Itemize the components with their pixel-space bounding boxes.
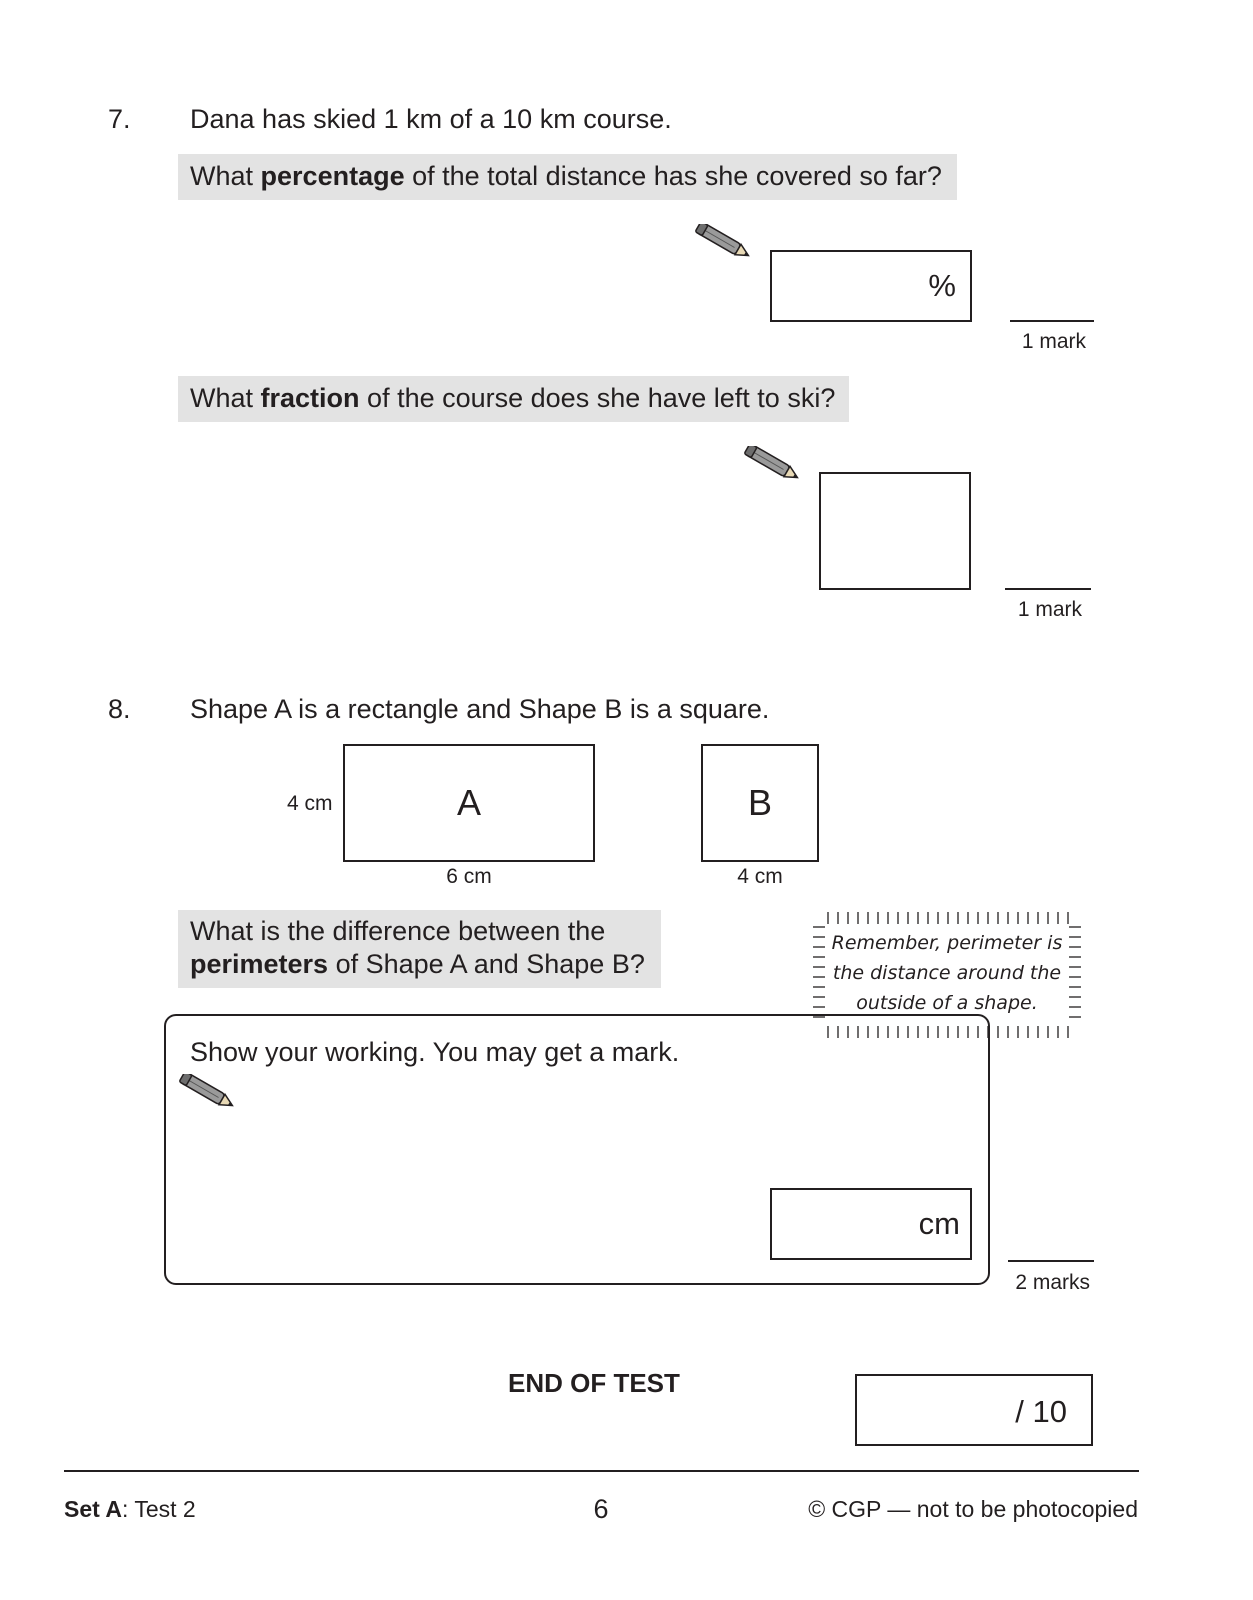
score-total: / 10 bbox=[1015, 1394, 1067, 1429]
pencil-icon bbox=[176, 1074, 242, 1110]
tip-line: Remember, perimeter is bbox=[831, 932, 1063, 954]
marks-label-7b: 1 mark bbox=[1017, 598, 1082, 621]
tip-line: outside of a shape. bbox=[856, 992, 1038, 1014]
shape-b-square bbox=[701, 744, 819, 862]
prompt-text: What bbox=[190, 161, 261, 191]
footer-set-label bbox=[64, 1496, 196, 1523]
shape-a-label: A bbox=[456, 782, 481, 823]
pencil-icon bbox=[692, 224, 758, 260]
shape-a-width-label: 6 cm bbox=[446, 865, 492, 888]
prompt-keyword: fraction bbox=[260, 383, 360, 413]
pencil-icon bbox=[741, 446, 807, 482]
prompt-keyword: percentage bbox=[260, 161, 405, 191]
prompt-keyword: perimeters bbox=[190, 949, 329, 979]
shape-a-height-label: 4 cm bbox=[287, 792, 333, 815]
question-7-intro: Dana has skied 1 km of a 10 km course. bbox=[190, 104, 672, 134]
copyright-notice: © CGP — not to be photocopied bbox=[808, 1496, 1138, 1522]
percent-unit: % bbox=[928, 268, 956, 303]
footer-set-rest: : Test 2 bbox=[121, 1496, 196, 1522]
shape-b-width-label: 4 cm bbox=[737, 865, 783, 888]
question-7b-prompt bbox=[178, 376, 849, 422]
prompt-text: of the course does she have left to ski? bbox=[359, 383, 836, 413]
shape-b-label: B bbox=[747, 782, 772, 823]
mark-line bbox=[1010, 320, 1094, 322]
mark-line bbox=[1008, 1260, 1094, 1262]
tip-text bbox=[828, 928, 1066, 1018]
end-of-test: END OF TEST bbox=[508, 1368, 680, 1398]
shape-a-rectangle bbox=[343, 744, 595, 862]
marks-label-7a: 1 mark bbox=[1021, 330, 1086, 353]
prompt-text: What bbox=[190, 383, 261, 413]
cm-unit: cm bbox=[918, 1206, 960, 1241]
question-8-intro: Shape A is a rectangle and Shape B is a square. bbox=[190, 694, 770, 724]
question-8-number: 8. bbox=[108, 694, 131, 724]
working-instruction: Show your working. You may get a mark. bbox=[190, 1037, 680, 1067]
footer-divider bbox=[64, 1470, 1139, 1472]
tip-line: the distance around the bbox=[832, 962, 1062, 984]
footer-set-bold: Set A bbox=[64, 1496, 122, 1522]
question-7-number: 7. bbox=[108, 104, 131, 134]
question-8-prompt bbox=[178, 910, 661, 988]
perimeter-difference-answer-box[interactable] bbox=[770, 1188, 972, 1260]
page-number: 6 bbox=[593, 1494, 609, 1524]
prompt-text: of Shape A and Shape B? bbox=[328, 949, 645, 979]
fraction-answer-box[interactable] bbox=[819, 472, 971, 590]
prompt-text: of the total distance has she covered so far? bbox=[404, 161, 942, 191]
percentage-answer-box[interactable] bbox=[770, 250, 972, 322]
total-score-box[interactable] bbox=[855, 1374, 1093, 1446]
marks-label-8: 2 marks bbox=[1015, 1271, 1090, 1294]
question-7a-prompt bbox=[178, 154, 957, 200]
mark-line bbox=[1005, 588, 1091, 590]
prompt-text: What is the difference between the bbox=[190, 916, 606, 946]
